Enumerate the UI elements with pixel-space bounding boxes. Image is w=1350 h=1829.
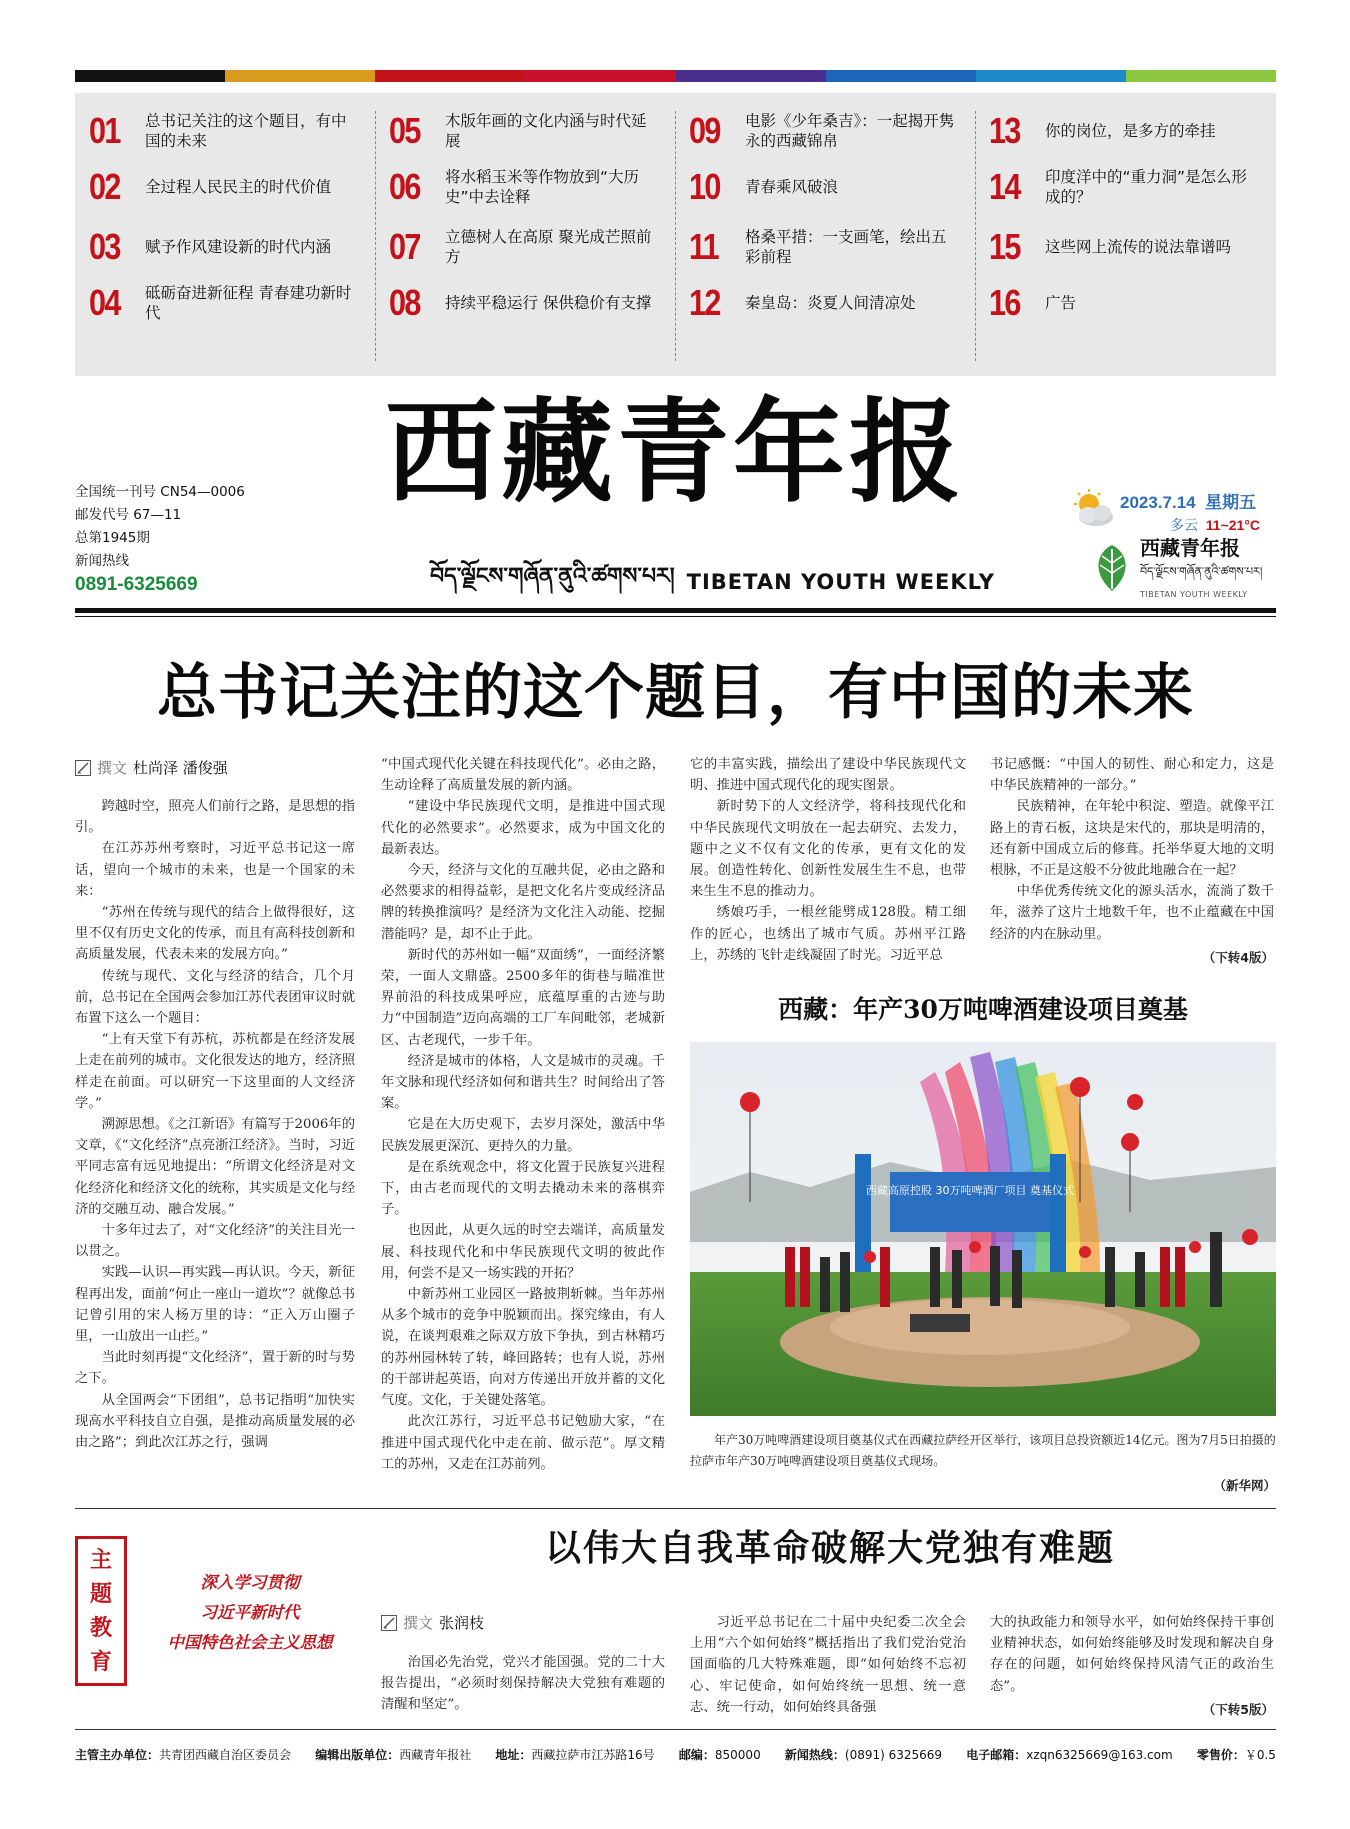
stripe-segment: [75, 70, 225, 82]
banner-text: 西藏高原控股 30万吨啤酒厂项目 奠基仪式: [866, 1184, 1074, 1197]
photo-credit: （新华网）: [1213, 1478, 1276, 1493]
byline-authors: 杜尚泽 潘俊强: [133, 759, 228, 777]
motto-line: 中国特色社会主义思想: [167, 1633, 333, 1652]
date-value: 2023.7.14: [1120, 493, 1196, 512]
paragraph: 书记感慨：“中国人的韧性、耐心和定力，这是中华民族精神的一部分。”: [990, 757, 1274, 794]
story2-byline: [381, 1612, 484, 1633]
masthead-rule: [75, 608, 1276, 613]
toc-title: 广告: [1045, 294, 1077, 312]
toc-item[interactable]: [389, 103, 660, 159]
paragraph: 传统与现代、文化与经济的结合，几个月前，总书记在全国两会参加江苏代表团审议时就布置下这么一个题目：: [75, 968, 355, 1027]
continue-note: （下转5版）: [1202, 1702, 1274, 1717]
toc-divider: [675, 111, 676, 361]
value: 西藏拉萨市江苏路16号: [531, 1748, 655, 1762]
value: (0891) 6325669: [844, 1748, 943, 1762]
leaf-logo-icon: [1090, 543, 1134, 593]
issue-date: [1120, 488, 1280, 513]
seal-char: 主: [89, 1547, 112, 1573]
continue-note: （下转4版）: [1202, 950, 1274, 965]
toc-item[interactable]: [389, 219, 660, 275]
toc-title: 砥砺奋进新征程 青春建功新时代: [145, 284, 352, 322]
paragraph: 实践—认识—再实践—再认识。今天，新征程再出发，面前“何止一座山一道坎”？就像总书记曾引用的宋人杨万里的诗：“正入万山圈子里，一山放出一山拦。”: [75, 1265, 355, 1345]
byline-label: 撰文: [97, 759, 128, 777]
paragraph: 它的丰富实践，描绘出了建设中华民族现代文明、推进中国式现代化的现实图景。: [690, 757, 966, 794]
stripe-segment: [375, 70, 525, 82]
paragraph: 新时代的苏州如一幅“双面绣”，一面经济繁荣，一面人文鼎盛。2500多年的街巷与瞄准世界前沿的科技成果呼应，底蕴厚重的古迹与助力“中国制造”迈向高端的工厂车间毗邻，老城新区、古老现代，一步千年。: [381, 947, 665, 1048]
paragraph: 在江苏苏州考察时，习近平总书记这一席话，望向一个城市的未来，也是一个国家的未来：: [75, 841, 355, 899]
masthead-rule-thin: [75, 616, 1276, 617]
toc-item[interactable]: [89, 159, 360, 215]
seal-char: 育: [89, 1649, 112, 1675]
paragraph: 习近平总书记在二十届中央纪委二次全会上用“六个如何始终”概括指出了我们党治党治国面临的几大特殊难题，即“如何始终不忘初心、牢记使命，如何始终统一思想、统一意志、统一行动，如何始终具备强: [690, 1615, 966, 1715]
logo-text: 西藏青年报: [1140, 535, 1240, 560]
story2-column-3: [990, 1612, 1274, 1702]
photo-caption: 年产30万吨啤酒建设项目奠基仪式在西藏拉萨经开区举行，该项目总投资额近14亿元。图为7月5日拍摄的拉萨市年产30万吨啤酒建设项目奠基仪式现场。: [690, 1433, 1276, 1468]
paragraph: 经济是城市的体格，人文是城市的灵魂。千年文脉和现代经济如何和谐共生？时间给出了答案。: [381, 1053, 665, 1112]
toc-title: 格桑平措：一支画笔，绘出五彩前程: [745, 228, 947, 266]
paragraph: 也因此，从更久远的时空去端详，高质量发展、科技现代化和中华民族现代文明的彼此作用，何尝不是又一场实践的开拓？: [381, 1223, 665, 1281]
story2-column-2: [690, 1612, 966, 1718]
english-title: TIBETAN YOUTH WEEKLY: [686, 570, 995, 594]
toc-page-number: 14: [989, 166, 1020, 207]
stripe-segment: [826, 70, 976, 82]
toc-page-number: 11: [689, 226, 718, 267]
byline: [75, 757, 228, 778]
issn: 全国统一刊号 CN54—0006: [75, 484, 245, 500]
toc-item[interactable]: [989, 275, 1260, 331]
toc-page-number: 04: [89, 282, 120, 323]
paragraph: 今天，经济与文化的互融共促，必由之路和必然要求的相得益彰，是把文化名片变成经济品牌的转换推演吗？是经济为文化注入动能、挖掘潜能吗？是，却不止于此。: [381, 863, 665, 942]
toc-item[interactable]: [689, 159, 960, 215]
label: 新闻热线：: [784, 1748, 845, 1762]
article-column-4: [990, 754, 1274, 944]
paragraph: 跨越时空，照亮人们前行之路，是思想的指引。: [75, 799, 355, 836]
label: 编辑出版单位：: [315, 1748, 400, 1762]
footer-hotline: [785, 1746, 942, 1763]
logo-subtitle: TIBETAN YOUTH WEEKLY: [1140, 589, 1248, 599]
toc-title: 将水稻玉米等作物放到“大历史”中去诠释: [445, 168, 640, 206]
story2-column-1: [381, 1652, 665, 1718]
toc-page-number: 06: [389, 166, 420, 207]
paragraph: 从全国两会“下团组”，总书记指明“加快实现高水平科技自立自强，是推动高质量发展的必由之路”；到此次江苏之行，强调: [75, 1392, 355, 1451]
toc-item[interactable]: [689, 275, 960, 331]
paragraph: 治国必先治党，党兴才能国强。党的二十大报告提出，“必须时刻保持解决大党独有难题的清醒和坚定”。: [381, 1655, 665, 1713]
article-column-3: [690, 754, 966, 964]
story2-headline: 以伟大自我革命破解大党独有难题: [544, 1527, 1115, 1569]
newspaper-subtitle: [355, 551, 995, 613]
theme-motto: [130, 1568, 370, 1658]
weekday: 星期五: [1205, 493, 1257, 512]
toc-item[interactable]: [689, 103, 960, 159]
toc-title: 印度洋中的“重力洞”是怎么形成的？: [1045, 168, 1248, 206]
stripe-segment: [225, 70, 375, 82]
paragraph: 新时势下的人文经济学，将科技现代化和中华民族现代文明放在一起去研究、去发力，题中之义不仅有文化的传承，更有文化的发展。创造性转化、创新性发展生生不息，也带来生生不息的推动力。: [690, 799, 966, 900]
paragraph: 大的执政能力和领导水平，如何始终保持干事创业精神状态，如何始终能够及时发现和解决自身存在的问题，如何始终保持风清气正的政治生态”。: [990, 1615, 1274, 1694]
section-divider: [75, 1508, 1276, 1509]
paragraph: “上有天堂下有苏杭，苏杭都是在经济发展上走在前列的城市。文化很发达的地方，经济照样走在前面。可以研究一下这里面的人文经济学。”: [75, 1032, 355, 1111]
toc-title: 持续平稳运行 保供稳价有支撑: [445, 294, 652, 312]
value: xzqn6325669@163.com: [1026, 1748, 1173, 1762]
toc-page-number: 03: [89, 226, 120, 267]
byline-label: 撰文: [403, 1614, 434, 1632]
toc-page-number: 13: [989, 110, 1020, 151]
toc-title: 立德树人在高原 聚光成芒照前方: [445, 228, 652, 266]
toc-item[interactable]: [89, 275, 360, 331]
theme-education-seal: [75, 1536, 127, 1686]
groundbreaking-photo: [690, 1042, 1276, 1416]
toc-page-number: 01: [89, 110, 120, 151]
motto-line: 深入学习贯彻: [200, 1573, 300, 1592]
postal-code: 邮发代号 67—11: [75, 507, 182, 523]
paragraph: 当此时刻再提“文化经济”，置于新的时与势之下。: [75, 1350, 355, 1387]
paragraph: “中国式现代化关键在科技现代化”。必由之路，生动诠释了高质量发展的新内涵。: [381, 757, 665, 794]
color-stripe: [75, 70, 1276, 82]
toc-title: 这些网上流传的说法靠谱吗: [1045, 238, 1232, 256]
hotline-number: 0891-6325669: [75, 574, 198, 595]
toc-item[interactable]: [389, 159, 660, 215]
pen-icon: [75, 760, 91, 776]
toc-page-number: 05: [389, 110, 420, 151]
seal-char: 教: [89, 1615, 112, 1641]
toc-page-number: 12: [689, 282, 720, 323]
footer: [75, 1746, 1276, 1763]
toc-divider: [375, 111, 376, 361]
toc-page-number: 10: [689, 166, 720, 207]
toc-title: 青春乘风破浪: [745, 178, 839, 196]
paragraph: 是在系统观念中，将文化置于民族复兴进程下，由古老而现代的文明去撬动未来的落棋弈子。: [381, 1159, 665, 1218]
toc-title: 电影《少年桑吉》：一起揭开隽永的西藏锦帛: [745, 112, 955, 150]
stripe-segment: [1126, 70, 1276, 82]
main-headline: 总书记关注的这个题目，有中国的未来: [157, 658, 1194, 728]
toc-title: 全过程人民民主的时代价值: [145, 178, 332, 196]
article-column-2: [381, 754, 665, 1496]
toc-item[interactable]: [89, 103, 360, 159]
label: 地址：: [495, 1748, 532, 1762]
paragraph: “苏州在传统与现代的结合上做得很好，这里不仅有历史文化的传承，而且有高科技创新和高质量发展，代表未来的发展方向。”: [75, 905, 355, 963]
toc-title: 赋予作风建设新的时代内涵: [145, 238, 332, 256]
toc-title: 秦皇岛：炎夏人间清凉处: [745, 294, 916, 312]
temperature: 11~21°C: [1205, 517, 1261, 533]
article-column-1: [75, 796, 355, 1496]
toc-page-number: 16: [989, 282, 1020, 323]
paragraph: 绣娘巧手，一根丝能劈成128股。精工细作的匠心，也绣出了城市气质。苏州平江路上，苏绣的飞针走线凝固了时光。习近平总: [690, 905, 966, 963]
paragraph: 溯源思想。《之江新语》有篇写于2006年的文章，《“文化经济”点亮浙江经济》。当时，习近平同志富有远见地提出：“所谓文化经济是对文化经济化和经济文化的统称，其实质是文化与经济的交融互动、融合发展。”: [75, 1117, 355, 1217]
label: 电子邮箱：: [966, 1748, 1027, 1762]
toc-page-number: 15: [989, 226, 1020, 267]
tibetan-title: བོད་ལྗོངས་གཞོན་ནུའི་ཚགས་པར།: [429, 563, 675, 589]
hotline-label: 新闻热线: [75, 553, 129, 569]
toc-page-number: 09: [689, 110, 720, 151]
value: 共青团西藏自治区委员会: [159, 1748, 292, 1762]
paragraph: 民族精神，在年轮中积淀、塑造。就像平江路上的青石板，这块是宋代的，那块是明清的，还有新中国成立后的修葺。托举华夏大地的文明根脉，不正是这般不分彼此地融合在一起？: [990, 799, 1274, 879]
paragraph: 它是在大历史观下，去岁月深处，激活中华民族发展更深沉、更持久的力量。: [381, 1117, 665, 1154]
motto-line: 习近平新时代: [200, 1603, 300, 1622]
pen-icon: [381, 1615, 397, 1631]
toc-item[interactable]: [389, 275, 660, 331]
stripe-segment: [525, 70, 675, 82]
footer-email: [966, 1746, 1172, 1763]
weather: [1170, 515, 1280, 535]
toc-page-number: 08: [389, 282, 420, 323]
value: ￥0.5: [1244, 1748, 1276, 1762]
paragraph: 此次江苏行，习近平总书记勉励大家，“在推进中国式现代化中走在前、做示范”。厚文精工的苏州，又走在江苏前列。: [381, 1414, 665, 1472]
footer-sponsor: [75, 1746, 291, 1763]
footer-editor: [315, 1746, 471, 1763]
value: 西藏青年报社: [399, 1748, 472, 1762]
newspaper-logo: [1090, 535, 1280, 599]
beer-story-title: 西藏：年产30万吨啤酒建设项目奠基: [778, 995, 1188, 1024]
toc-title: 总书记关注的这个题目，有中国的未来: [145, 112, 347, 150]
label: 零售价：: [1196, 1748, 1245, 1762]
toc-item[interactable]: [989, 219, 1260, 275]
stripe-segment: [676, 70, 826, 82]
footer-price: [1197, 1746, 1276, 1763]
paragraph: “建设中华民族现代文明，是推进中国式现代化的必然要求”。必然要求，成为中国文化的最新表达。: [381, 799, 665, 857]
toc-page-number: 02: [89, 166, 120, 207]
issue-number: 总第1945期: [75, 530, 150, 546]
paragraph: 中新苏州工业园区一路披荆斩棘。当年苏州从多个城市的竞争中脱颖而出。探究缘由，有人说，在谈判艰难之际双方放下争执，到古林精巧的苏州园林转了转，峰回路转；也有人说，苏州的干部讲起英语，向对方传递出开放并蓄的文化气度。文化，于关键处落笔。: [381, 1287, 665, 1409]
footer-address: [495, 1746, 654, 1763]
newspaper-title: 西藏青年报: [385, 387, 965, 518]
date-weather: [1070, 488, 1280, 535]
label: 主管主办单位：: [75, 1748, 160, 1762]
label: 邮编：: [678, 1748, 715, 1762]
toc-item[interactable]: [989, 103, 1260, 159]
value: 850000: [714, 1748, 761, 1762]
paragraph: 十多年过去了，对“文化经济”的关注目光一以贯之。: [75, 1223, 355, 1260]
toc-page-number: 07: [389, 226, 420, 267]
table-of-contents: [75, 93, 1276, 376]
toc-divider: [975, 111, 976, 361]
footer-rule: [75, 1729, 1276, 1730]
footer-zip: [679, 1746, 761, 1763]
weather-condition: 多云: [1170, 517, 1198, 533]
stripe-segment: [976, 70, 1126, 82]
toc-title: 木版年画的文化内涵与时代延展: [445, 112, 647, 150]
toc-item[interactable]: [89, 219, 360, 275]
logo-tibetan: བོད་ལྗོངས་གཞོན་ནུའི་ཚགས་པར།: [1140, 564, 1263, 578]
seal-char: 题: [89, 1581, 112, 1607]
toc-item[interactable]: [689, 219, 960, 275]
paragraph: 中华优秀传统文化的源头活水，流淌了数千年，滋养了这片土地数千年，也不止蕴藏在中国经济的内在脉动里。: [990, 884, 1274, 942]
toc-title: 你的岗位，是多方的牵挂: [1045, 122, 1216, 140]
publication-info: [75, 481, 245, 596]
byline-author: 张润枝: [439, 1614, 485, 1632]
toc-item[interactable]: [989, 159, 1260, 215]
